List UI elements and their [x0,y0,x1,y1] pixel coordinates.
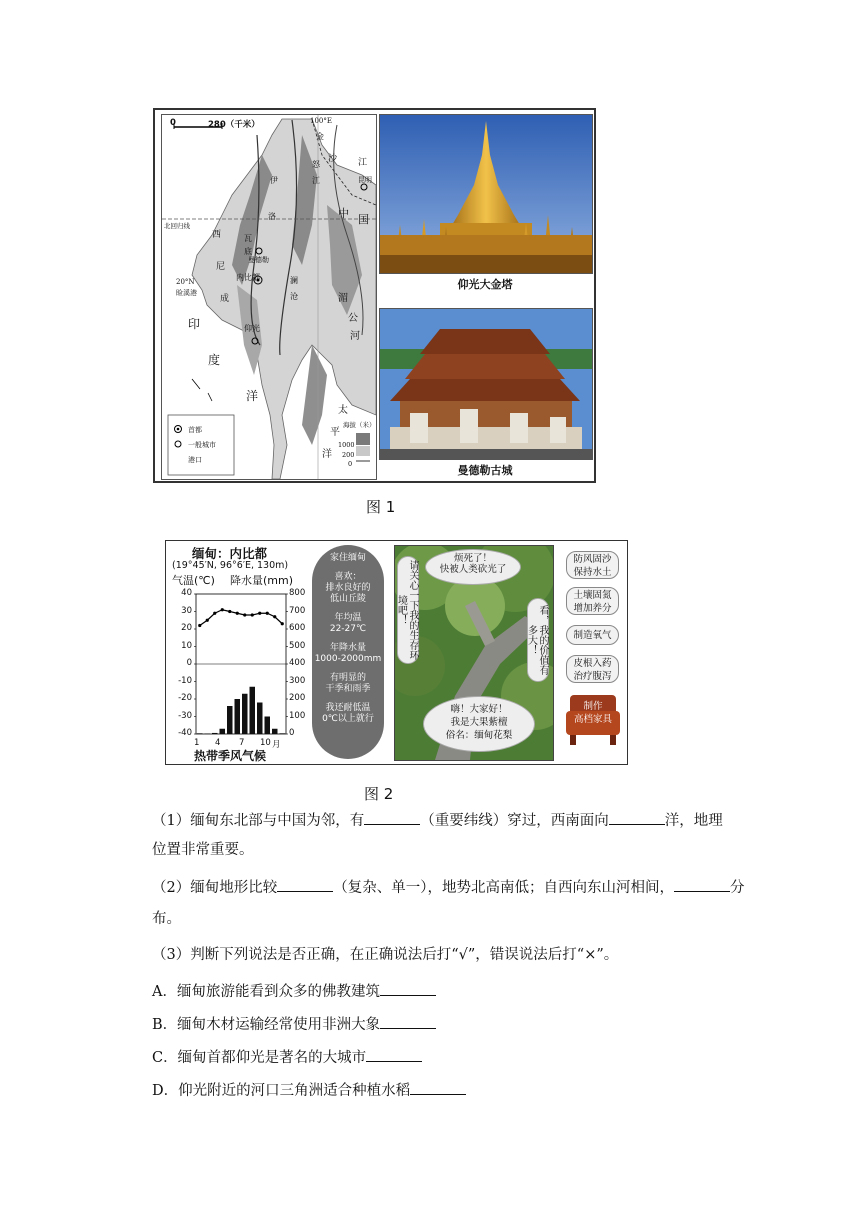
question-3: （3）判断下列说法是否正确，在正确说法后打“√”，错误说法后打“×”。 [152,947,619,963]
photo1-caption: 仰光大金塔 [457,278,513,291]
month-label: 4 [215,738,221,748]
map-char: 湄 [338,293,348,304]
temperature-point [281,622,284,625]
temperature-line [200,610,283,626]
temperature-point [236,612,239,615]
pill-line: 1000-2000mm [314,654,382,664]
temperature-point [266,612,269,615]
q1-text-a: （1）缅甸东北部与中国为邻，有 [152,813,365,829]
precip-tick-label: 600 [289,623,306,633]
pagoda-illustration [380,115,592,273]
city-kunming: 昆明 [358,176,372,184]
climate-type: 热带季风气候 [194,749,267,763]
map-char: 底 [244,247,252,256]
temperature-point [273,615,276,618]
precip-bar [197,733,203,734]
map-char: 国 [358,213,369,226]
map-char: 沧 [290,292,298,301]
myanmar-map [161,114,377,480]
figure-2 [165,540,628,765]
pill-line: 年降水量 [329,643,366,653]
pill-line: 0℃以上就行 [322,714,374,724]
city-yangon: 仰光 [244,324,260,333]
bubble-line: 我是大果紫檀 [450,717,508,728]
meridian-label: 100°E [310,117,332,125]
tree-info-pill [312,545,384,759]
temp-axis-label: 气温(℃) [172,574,215,587]
bay-label: 睑溪港 [176,289,197,297]
month-label: 10 [260,738,271,748]
precip-tick-label: 200 [289,693,306,703]
scale-value: 280（千米） [208,120,260,130]
month-label: 月 [272,740,281,750]
pill-line: 低山丘陵 [329,594,366,604]
bubble-line: 快被人类砍光了 [439,564,507,575]
figure-1 [153,108,596,483]
bubble-line: 烦死了！ [453,553,492,564]
temp-tick-label: -40 [178,728,192,738]
value-line: 保持水土 [573,567,612,578]
precip-bar [280,733,286,734]
furniture-label [564,700,622,726]
question-1-line-1 [152,810,723,831]
pill-line: 22-27℃ [329,624,367,634]
temperature-point [206,619,209,622]
question-2-line-1 [152,877,744,898]
value-line: 增加养分 [573,603,612,614]
value-line: 制造氧气 [573,630,612,641]
temp-tick-label: -10 [178,675,192,686]
value-line: 治疗腹泻 [573,671,612,682]
pill-line: 喜欢： [334,572,362,582]
temperature-point [258,612,261,615]
q2-text-a: （2）缅甸地形比较 [152,880,278,896]
value-box [566,655,619,683]
speech-bubble-1 [425,549,521,585]
q2-text-c: 分 [729,880,745,896]
question-1-line-2: 位置非常重要。 [152,842,254,858]
q1-text-b: （重要纬线）穿过，西南面向 [420,813,609,829]
map-char: 瓦 [244,234,252,243]
map-char: 沙 [328,154,338,164]
precip-bar [242,694,248,734]
value-line: 防风固沙 [573,554,612,565]
q2-text-b: （复杂、单一），地势北高南低；自西向东山河相间， [333,880,674,896]
climate-coords: (19°45′N, 96°6′E, 130m) [172,560,289,571]
bubble-line: 嗨！大家好！ [450,704,508,715]
elevation-1000: 1000 [338,441,355,449]
precip-tick-label: 100 [289,710,306,721]
statement-a-blank[interactable] [380,981,436,996]
temp-tick-label: 40 [181,588,192,598]
map-char: 平 [330,427,340,438]
question-2-line-2: 布。 [152,911,181,927]
q1-text-c: 洋，地理 [664,813,723,829]
map-char: 印 [188,317,201,331]
tree-photo [394,545,554,761]
precip-tick-label: 400 [289,658,306,668]
elevation-title: 海拔（米） [343,421,376,429]
statement-b-text: B．缅甸木材运输经常使用非洲大象 [152,1017,381,1033]
value-box [566,625,619,645]
lat-label: 20°N [176,278,195,286]
capital-label: 内比都 [236,273,260,282]
temp-tick-label: -30 [178,710,192,721]
precip-axis-label: 降水量(mm) [230,574,294,587]
precip-bar [212,733,218,734]
q2-blank-2[interactable] [674,877,730,892]
map-char: 尼 [216,262,226,272]
map-char: 江 [358,158,368,168]
map-char: 伊 [270,176,278,185]
speech-bubble-4 [423,696,535,752]
furniture-image [564,691,622,747]
map-char: 河 [350,331,360,342]
value-box [566,551,619,579]
value-line: 土壤固氮 [573,590,612,601]
speech-bubble-2: 请关心一下我的生存环境吧！ [397,556,419,664]
map-char: 度 [208,353,221,367]
map-char: 洋 [246,389,259,403]
climate-chart [166,541,306,766]
precip-bar [220,729,226,734]
temperature-point [198,624,201,627]
value-line: 高档家具 [573,714,612,725]
precip-tick-label: 0 [289,728,295,738]
q1-blank-1[interactable] [364,810,420,825]
figure2-caption: 图 2 [364,785,394,803]
elevation-200: 200 [342,451,355,459]
scale-zero: 0 [170,118,176,128]
photo-mandalay [379,308,593,460]
pill-line: 干季和雨季 [325,684,371,694]
month-label: 1 [194,738,200,748]
bubble-line: 俗名：缅甸花梨 [445,730,513,741]
map-char: 太 [338,405,348,416]
temperature-point [228,610,231,613]
statement-c-blank[interactable] [366,1047,422,1062]
figure1-caption: 图 1 [366,498,396,516]
photo2-caption: 曼德勒古城 [457,464,513,477]
legend-port: 港口 [188,456,202,464]
precip-bar [257,703,263,735]
value-line: 皮根入药 [573,658,612,669]
map-char: 江 [312,176,320,185]
precip-bar [265,717,271,735]
legend-city: 一般城市 [188,441,216,449]
temperature-point [213,612,216,615]
temp-tick-label: 10 [181,640,192,651]
pill-line: 家住缅甸 [329,553,366,563]
map-char: 洋 [322,449,332,460]
pill-line: 有明显的 [329,673,366,683]
precip-tick-label: 500 [289,640,306,651]
precip-tick-label: 300 [289,675,306,686]
temp-tick-label: 0 [186,658,192,668]
statement-c [152,1047,422,1068]
precip-bar [227,706,233,734]
q1-blank-2[interactable] [609,810,665,825]
temp-tick-label: 30 [181,605,192,616]
precip-bar [272,729,278,734]
map-char: 公 [348,313,358,324]
precip-bar [250,687,256,734]
photo-shwedagon [379,114,593,274]
value-box [566,587,619,615]
temp-tick-label: -20 [178,693,192,703]
map-char: 怒 [312,160,320,169]
speech-bubble-3: 看，我的价值有多大！ [527,598,549,682]
legend-capital: 首都 [188,426,202,434]
pill-line: 我还耐低温 [325,703,371,713]
pill-line: 排水良好的 [325,583,371,593]
statement-a [152,981,436,1002]
tropic-label: 北回归线 [164,222,190,230]
map-char: 洛 [268,212,276,221]
elevation-0: 0 [348,460,353,468]
statement-c-text: C．缅甸首都仰光是著名的大城市 [152,1050,367,1066]
statement-d-blank[interactable] [410,1080,466,1095]
temperature-point [251,613,254,616]
statement-d-text: D．仰光附近的河口三角洲适合种植水稻 [152,1083,411,1099]
pill-line: 年均温 [334,613,362,623]
precip-tick-label: 800 [289,588,306,598]
precip-bar [205,733,211,734]
map-char: 澜 [290,276,298,285]
palace-illustration [380,309,592,459]
map-char: 金 [316,132,324,141]
value-line: 制作 [583,701,603,712]
q2-blank-1[interactable] [277,877,333,892]
climate-title: 缅甸：内比都 [192,546,268,561]
map-char: 中 [338,207,349,220]
map-char: 成 [220,294,230,304]
temp-tick-label: 20 [181,623,192,633]
precip-tick-label: 700 [289,605,306,616]
statement-b-blank[interactable] [380,1014,436,1029]
month-label: 7 [239,738,245,748]
precip-bar [235,699,241,734]
temperature-point [221,608,224,611]
statement-b [152,1014,436,1035]
map-char: 西 [212,230,222,240]
temperature-point [243,613,246,616]
city-mandalay: 曼德勒 [248,256,269,264]
statement-d [152,1080,466,1101]
statement-a-text: A．缅甸旅游能看到众多的佛教建筑 [152,984,380,1000]
